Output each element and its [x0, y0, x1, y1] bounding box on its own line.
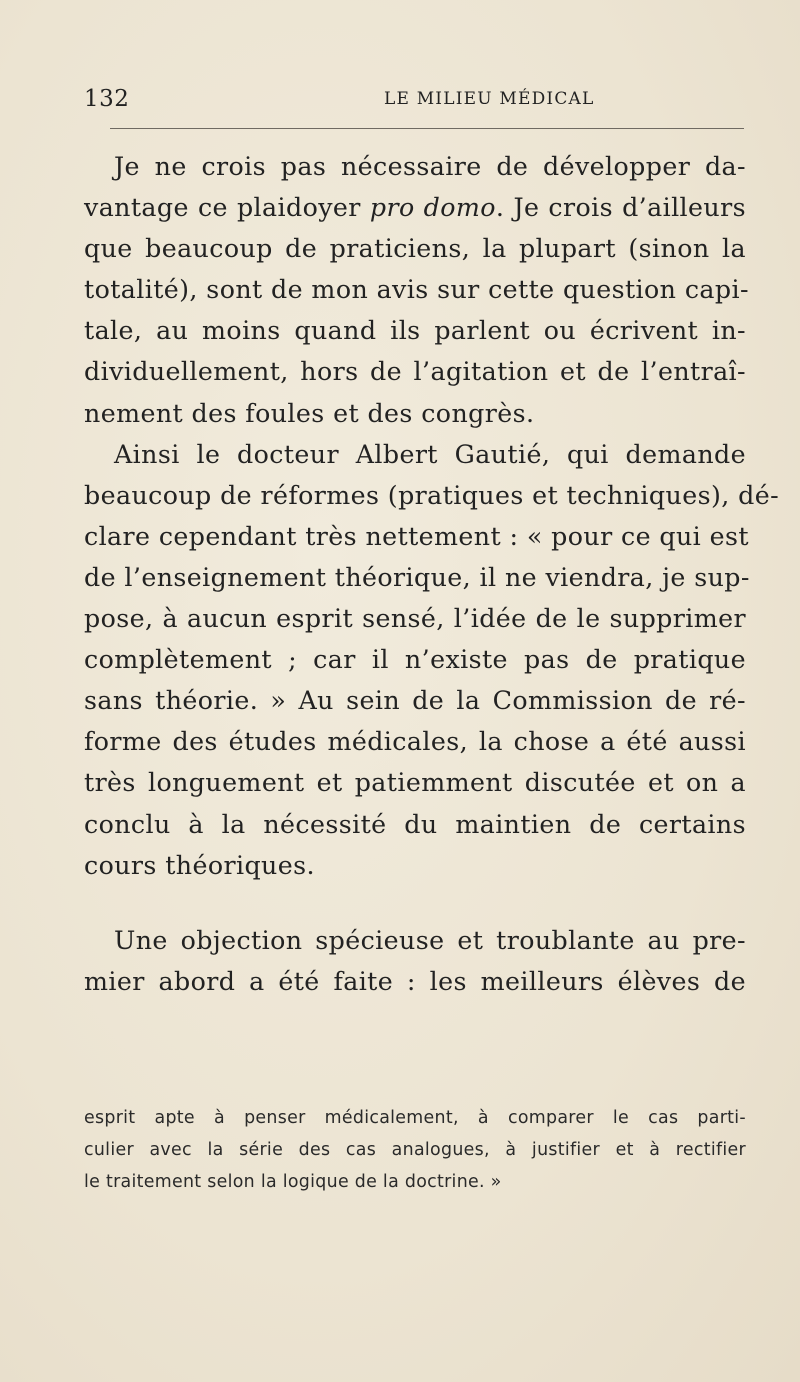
page-header [84, 86, 744, 116]
text-line: Je ne crois pas nécessaire de développer da- [114, 152, 746, 181]
text-line: conclu à la nécessité du maintien de certains [84, 809, 746, 839]
footnote-line: culier avec la série des cas analogues, à justifier et à rectifier [84, 1140, 746, 1160]
text-line: clare cependant très nettement : « pour ce qui est [84, 521, 749, 551]
italic-phrase: pro domo [369, 193, 496, 223]
text-line: forme des études médicales, la chose a été aussi [84, 727, 746, 757]
header-rule [110, 128, 744, 129]
footnote-line: le traitement selon la logique de la doctrine. » [84, 1172, 502, 1192]
text-line [84, 187, 746, 228]
text-line: de l’enseignement théorique, il ne viendra, je sup- [84, 562, 750, 592]
paragraph-1 [84, 146, 749, 434]
text-line: nement des foules et des congrès. [84, 398, 535, 428]
text-line: beaucoup de réformes (pratiques et techniques), dé- [84, 480, 780, 510]
text-line: très longuement et patiemment discutée et on a [84, 768, 746, 798]
text-line: Ainsi le docteur Albert Gautié, qui demande [114, 439, 746, 469]
text-segment: vantage ce plaidoyer pro domo. Je crois d’ailleurs [84, 193, 746, 223]
paragraph-2 [84, 434, 780, 886]
text-line: pose, à aucun esprit sensé, l’idée de le supprimer [84, 604, 746, 634]
text-line: dividuellement, hors de l’agitation et de l’entraî- [84, 357, 746, 387]
text-line: tale, au moins quand ils parlent ou écrivent in- [84, 316, 746, 346]
text-line: complètement ; car il n’existe pas de pratique [84, 645, 746, 675]
text-line: mier abord a été faite : les meilleurs élèves de [84, 966, 746, 996]
text-line: que beaucoup de praticiens, la plupart (sinon la [84, 234, 746, 264]
text-line: cours théoriques. [84, 850, 315, 880]
body-text [84, 146, 780, 1002]
running-title: LE MILIEU MÉDICAL [384, 89, 595, 109]
footnote [84, 1102, 746, 1198]
text-line: totalité), sont de mon avis sur cette question capi- [84, 275, 749, 305]
paragraph-3 [84, 920, 746, 1002]
text-line: sans théorie. » Au sein de la Commission de ré- [84, 686, 746, 716]
page-number: 132 [84, 86, 130, 112]
footnote-line: esprit apte à penser médicalement, à comparer le cas parti- [84, 1108, 746, 1128]
text-line: Une objection spécieuse et troublante au pre- [114, 925, 746, 955]
